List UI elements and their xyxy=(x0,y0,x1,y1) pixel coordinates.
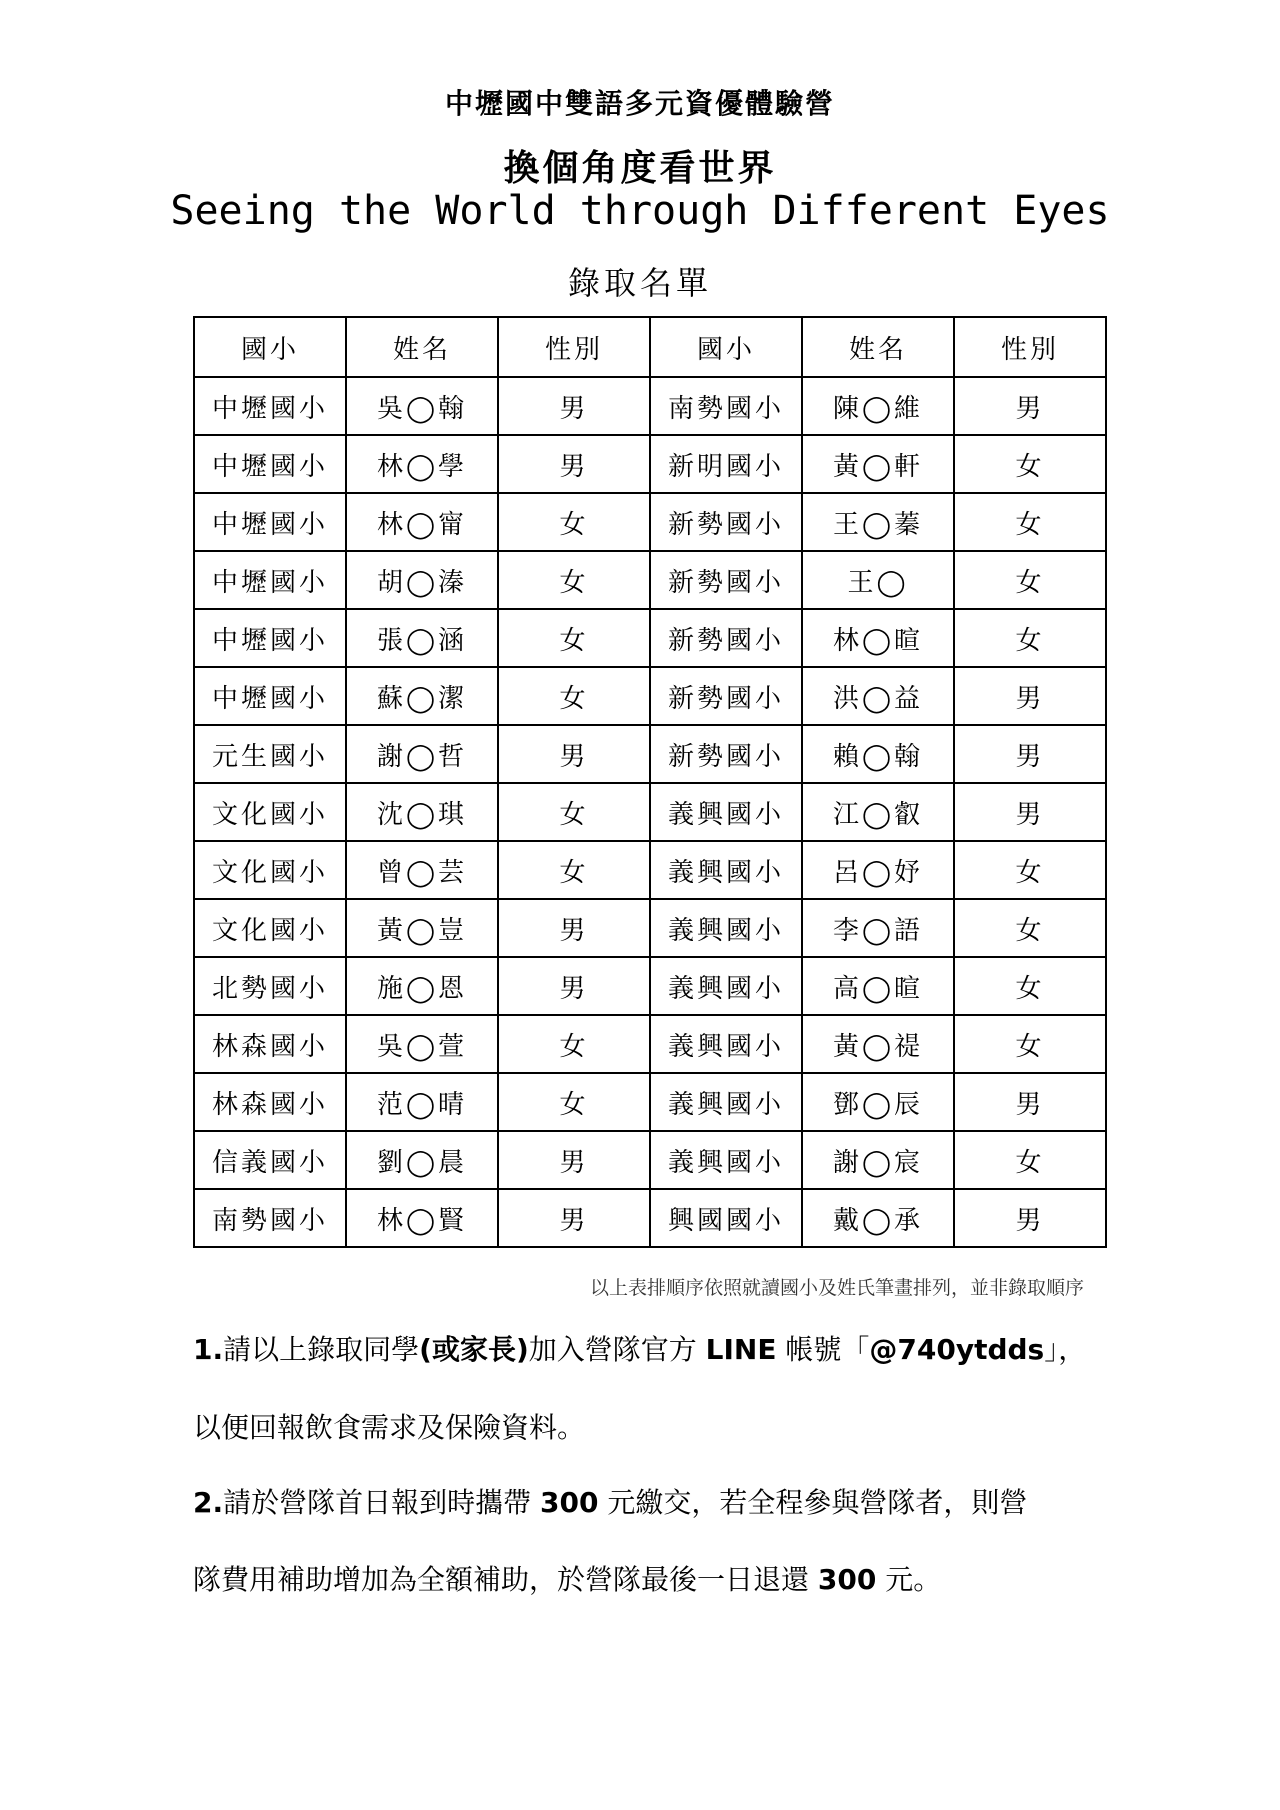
school-cell: 文化國小 xyxy=(194,899,346,957)
column-header: 姓名 xyxy=(346,317,498,377)
school-cell: 林森國小 xyxy=(194,1015,346,1073)
gender-cell: 女 xyxy=(954,899,1106,957)
name-cell: 林◯學 xyxy=(346,435,498,493)
table-row xyxy=(194,899,1106,957)
table-row xyxy=(194,1015,1106,1073)
line-account-id: @740ytdds xyxy=(869,1333,1045,1366)
name-cell: 洪◯益 xyxy=(802,667,954,725)
table-row xyxy=(194,1131,1106,1189)
gender-cell: 男 xyxy=(498,1189,650,1247)
school-cell: 義興國小 xyxy=(650,1015,802,1073)
name-cell: 張◯涵 xyxy=(346,609,498,667)
name-cell: 曾◯芸 xyxy=(346,841,498,899)
gender-cell: 女 xyxy=(954,493,1106,551)
name-cell: 林◯暄 xyxy=(802,609,954,667)
gender-cell: 女 xyxy=(498,783,650,841)
name-cell: 胡◯溱 xyxy=(346,551,498,609)
gender-cell: 女 xyxy=(954,1131,1106,1189)
table-row xyxy=(194,493,1106,551)
school-cell: 義興國小 xyxy=(650,899,802,957)
notice-2-line-1 xyxy=(193,1483,1027,1523)
school-cell: 義興國小 xyxy=(650,957,802,1015)
notice-2-text-d: 隊費用補助增加為全額補助，於營隊最後一日退還 xyxy=(193,1563,818,1596)
school-cell: 信義國小 xyxy=(194,1131,346,1189)
gender-cell: 男 xyxy=(954,667,1106,725)
name-cell: 吳◯萱 xyxy=(346,1015,498,1073)
name-cell: 范◯晴 xyxy=(346,1073,498,1131)
notice-1-text-c: 加入營隊官方 xyxy=(528,1333,706,1366)
school-cell: 中壢國小 xyxy=(194,609,346,667)
column-header: 國小 xyxy=(194,317,346,377)
gender-cell: 男 xyxy=(954,1073,1106,1131)
notice-1-number: 1. xyxy=(193,1333,224,1366)
name-cell: 王◯蓁 xyxy=(802,493,954,551)
gender-cell: 女 xyxy=(498,841,650,899)
school-cell: 中壢國小 xyxy=(194,551,346,609)
name-cell: 黃◯軒 xyxy=(802,435,954,493)
name-cell: 陳◯維 xyxy=(802,377,954,435)
table-row xyxy=(194,957,1106,1015)
title-english: Seeing the World through Different Eyes xyxy=(170,188,1110,234)
gender-cell: 女 xyxy=(954,957,1106,1015)
gender-cell: 女 xyxy=(954,609,1106,667)
school-cell: 北勢國小 xyxy=(194,957,346,1015)
name-cell: 謝◯哲 xyxy=(346,725,498,783)
name-cell: 高◯暄 xyxy=(802,957,954,1015)
gender-cell: 女 xyxy=(498,1073,650,1131)
table-row xyxy=(194,551,1106,609)
name-cell: 黃◯禔 xyxy=(802,1015,954,1073)
gender-cell: 女 xyxy=(498,1015,650,1073)
school-cell: 義興國小 xyxy=(650,1131,802,1189)
table-row xyxy=(194,377,1106,435)
notice-1-line-2: 以便回報飲食需求及保險資料。 xyxy=(193,1411,586,1444)
gender-cell: 男 xyxy=(954,783,1106,841)
camp-name: 中壢國中雙語多元資優體驗營 xyxy=(444,87,835,120)
notice-2-text-c: 元繳交，若全程參與營隊者，則營 xyxy=(598,1486,1028,1519)
school-cell: 中壢國小 xyxy=(194,667,346,725)
table-row xyxy=(194,725,1106,783)
name-cell: 賴◯翰 xyxy=(802,725,954,783)
notice-1-text-a: 請以上錄取同學 xyxy=(223,1333,420,1366)
notice-1-text-b: (或家長) xyxy=(419,1333,529,1366)
gender-cell: 女 xyxy=(498,493,650,551)
school-cell: 南勢國小 xyxy=(194,1189,346,1247)
gender-cell: 女 xyxy=(954,1015,1106,1073)
table-row xyxy=(194,1189,1106,1247)
name-cell: 呂◯妤 xyxy=(802,841,954,899)
column-header: 性別 xyxy=(498,317,650,377)
table-row xyxy=(194,435,1106,493)
name-cell: 戴◯承 xyxy=(802,1189,954,1247)
gender-cell: 男 xyxy=(498,725,650,783)
name-cell: 王◯ xyxy=(802,551,954,609)
school-cell: 新勢國小 xyxy=(650,725,802,783)
school-cell: 中壢國小 xyxy=(194,493,346,551)
school-cell: 元生國小 xyxy=(194,725,346,783)
gender-cell: 女 xyxy=(954,435,1106,493)
name-cell: 林◯甯 xyxy=(346,493,498,551)
notice-2-text-a: 請於營隊首日報到時攜帶 xyxy=(223,1486,541,1519)
school-cell: 新勢國小 xyxy=(650,551,802,609)
notice-2-text-f: 元。 xyxy=(876,1563,942,1596)
school-cell: 文化國小 xyxy=(194,783,346,841)
admission-table xyxy=(193,316,1107,1248)
school-cell: 中壢國小 xyxy=(194,435,346,493)
name-cell: 林◯賢 xyxy=(346,1189,498,1247)
name-cell: 吳◯翰 xyxy=(346,377,498,435)
column-header: 姓名 xyxy=(802,317,954,377)
table-header-row xyxy=(194,317,1106,377)
school-cell: 新勢國小 xyxy=(650,609,802,667)
school-cell: 義興國小 xyxy=(650,841,802,899)
name-cell: 蘇◯潔 xyxy=(346,667,498,725)
school-cell: 南勢國小 xyxy=(650,377,802,435)
gender-cell: 女 xyxy=(498,609,650,667)
name-cell: 江◯叡 xyxy=(802,783,954,841)
gender-cell: 女 xyxy=(498,667,650,725)
name-cell: 劉◯晨 xyxy=(346,1131,498,1189)
name-cell: 沈◯琪 xyxy=(346,783,498,841)
name-cell: 李◯語 xyxy=(802,899,954,957)
school-cell: 義興國小 xyxy=(650,1073,802,1131)
name-cell: 謝◯宸 xyxy=(802,1131,954,1189)
notice-2-line-2 xyxy=(193,1560,941,1600)
table-row xyxy=(194,1073,1106,1131)
gender-cell: 女 xyxy=(954,841,1106,899)
gender-cell: 男 xyxy=(954,1189,1106,1247)
gender-cell: 男 xyxy=(498,899,650,957)
gender-cell: 男 xyxy=(498,435,650,493)
school-cell: 新勢國小 xyxy=(650,493,802,551)
notice-1-line-label: LINE xyxy=(705,1333,777,1366)
table-row xyxy=(194,841,1106,899)
notice-1-line-1 xyxy=(193,1330,1086,1370)
gender-cell: 女 xyxy=(498,551,650,609)
table-row xyxy=(194,609,1106,667)
school-cell: 林森國小 xyxy=(194,1073,346,1131)
table-note: 以上表排順序依照就讀國小及姓氏筆畫排列，並非錄取順序 xyxy=(589,1277,1084,1299)
column-header: 性別 xyxy=(954,317,1106,377)
school-cell: 興國國小 xyxy=(650,1189,802,1247)
column-header: 國小 xyxy=(650,317,802,377)
gender-cell: 男 xyxy=(954,725,1106,783)
table-body xyxy=(194,377,1106,1247)
name-cell: 黃◯豈 xyxy=(346,899,498,957)
gender-cell: 男 xyxy=(954,377,1106,435)
name-cell: 鄧◯辰 xyxy=(802,1073,954,1131)
gender-cell: 男 xyxy=(498,377,650,435)
admission-list-title: 錄取名單 xyxy=(567,264,712,302)
school-cell: 中壢國小 xyxy=(194,377,346,435)
name-cell: 施◯恩 xyxy=(346,957,498,1015)
notice-1-text-g: 」， xyxy=(1044,1333,1087,1366)
gender-cell: 男 xyxy=(498,957,650,1015)
school-cell: 文化國小 xyxy=(194,841,346,899)
school-cell: 義興國小 xyxy=(650,783,802,841)
notice-2-refund: 300 xyxy=(817,1563,877,1596)
table-row xyxy=(194,783,1106,841)
title-chinese: 換個角度看世界 xyxy=(503,147,777,189)
gender-cell: 女 xyxy=(954,551,1106,609)
school-cell: 新明國小 xyxy=(650,435,802,493)
school-cell: 新勢國小 xyxy=(650,667,802,725)
table-row xyxy=(194,667,1106,725)
notice-2-number: 2. xyxy=(193,1486,224,1519)
notice-1-text-e: 帳號「 xyxy=(776,1333,870,1366)
gender-cell: 男 xyxy=(498,1131,650,1189)
notice-2-fee: 300 xyxy=(540,1486,599,1519)
